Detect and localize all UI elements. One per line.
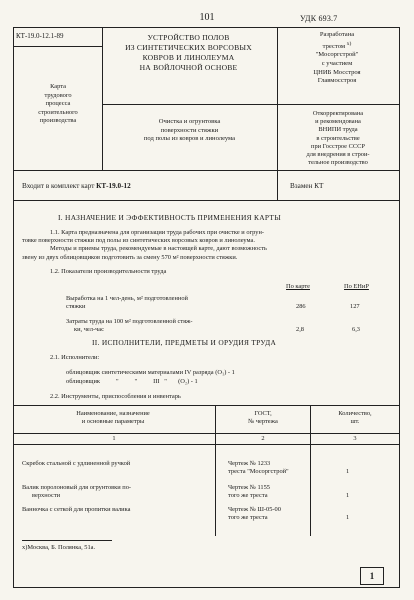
table-col-number: 1 [112,435,116,442]
table-row-gost: Чертеж № 1155 того же треста [228,484,270,500]
table-row-qty: 1 [346,514,350,521]
table-border [13,405,400,406]
table-row-gost: Чертеж № 1233 треста "Мосоргстрой" [228,460,289,476]
section-1-title: I. НАЗНАЧЕНИЕ И ЭФФЕКТИВНОСТЬ ПРИМЕНЕНИЯ КАРТЫ [58,213,281,222]
card-title: УСТРОЙСТВО ПОЛОВ ИЗ СИНТЕТИЧЕСКИХ ВОРСОВЫХ КОВРОВ И ЛИНОЛЕУМА НА ВОЙЛОЧНОЙ ОСНОВЕ [125,33,252,72]
row1-enir-value: 127 [350,303,360,310]
table-border [13,444,400,445]
table-row: Ванночка с сеткой для пропитки валика [22,506,131,513]
table-col-number: 2 [261,435,265,442]
table-header-name: Наименование, назначение и основные параметры [76,410,150,426]
row2-card-value: 2,8 [296,326,304,333]
approval-info: Откорректирована и рекомендована ВНИПИ труда в строительстве при Госстрое СССР для внедрения в строи- тельное производство [306,110,370,167]
table-row-qty: 1 [346,468,350,475]
row2-enir-value: 6,3 [352,326,360,333]
card-code: КТ-19.0-12.1-89 [16,32,64,40]
replaces-reference: Взамен КТ [290,182,324,190]
labor-cost-row: Затраты труда на 100 м² подготовленной стяж- ки, чел-час [66,318,193,334]
table-col-number: 3 [353,435,357,442]
table-row-qty: 1 [346,492,350,499]
udk-code: УДК 693.7 [300,14,338,23]
table-row: Скребок стальной с удлиненной ручкой [22,460,131,467]
section-2-title: II. ИСПОЛНИТЕЛИ, ПРЕДМЕТЫ И ОРУДИЯ ТРУДА [92,338,277,347]
row1-card-value: 286 [296,303,306,310]
worker-1: облицовщик синтетическими материалами IV разряда (О₁) - 1 [66,369,235,376]
column-by-card: По карте [286,283,310,290]
card-type: Карта трудового процесса строительного производства [38,83,78,125]
table-header-qty: Количество, шт. [338,410,372,426]
page-number: 101 [199,12,215,23]
card-subtitle: Очистка и огрунтовка поверхности стяжки под полы из ковров и линолеума [143,118,236,143]
column-by-enir: По ЕНиР [344,283,369,290]
kit-reference: Входит в комплект карт КТ-19.0-12 [22,182,131,190]
section-2-2-heading: 2.2. Инструменты, приспособления и инвентарь [50,393,181,400]
header-divider [13,200,400,201]
footnote-rule [22,540,112,541]
footnote: х)Москва, Б. Полянка, 51а. [22,544,96,551]
header-divider [277,170,278,200]
worker-2: облицовщик " " III " (О₂) - 1 [66,378,198,385]
header-divider [102,104,400,105]
table-row: Валик поролоновый для огрунтовки по- верхности [22,484,132,500]
page-sequence-box: 1 [360,567,384,585]
section-2-1-heading: 2.1. Исполнители: [50,354,100,361]
productivity-row: Выработка на 1 чел-день, м² подготовленной стяжки [66,295,188,311]
section-1-2-heading: 1.2. Показатели производительности труда [50,268,167,275]
table-row-gost: Чертеж № Ш-05-00 того же треста [228,506,281,522]
developer-info: Разработана трестом $^{х)}$ "Мосоргстрой" с участием ЦНИБ Мосстроя Главмосстроя [313,31,361,85]
section-1-paragraph: 1.1. Карта предназначена для организации труда рабочих при очистке и огрун- товке поверхности стяжки под полы из синтетических ворсовых ковров и линолеума. Методы и приемы труда, рекомендуемые в настоящей карте, дают возможность звену из двух облицовщиков подготовить за смену 570 м² поверхности стяжки. [22,229,267,261]
table-header-gost: ГОСТ, № чертежа [248,410,278,426]
header-divider [13,170,400,171]
table-border [13,433,400,434]
header-divider [13,46,103,47]
